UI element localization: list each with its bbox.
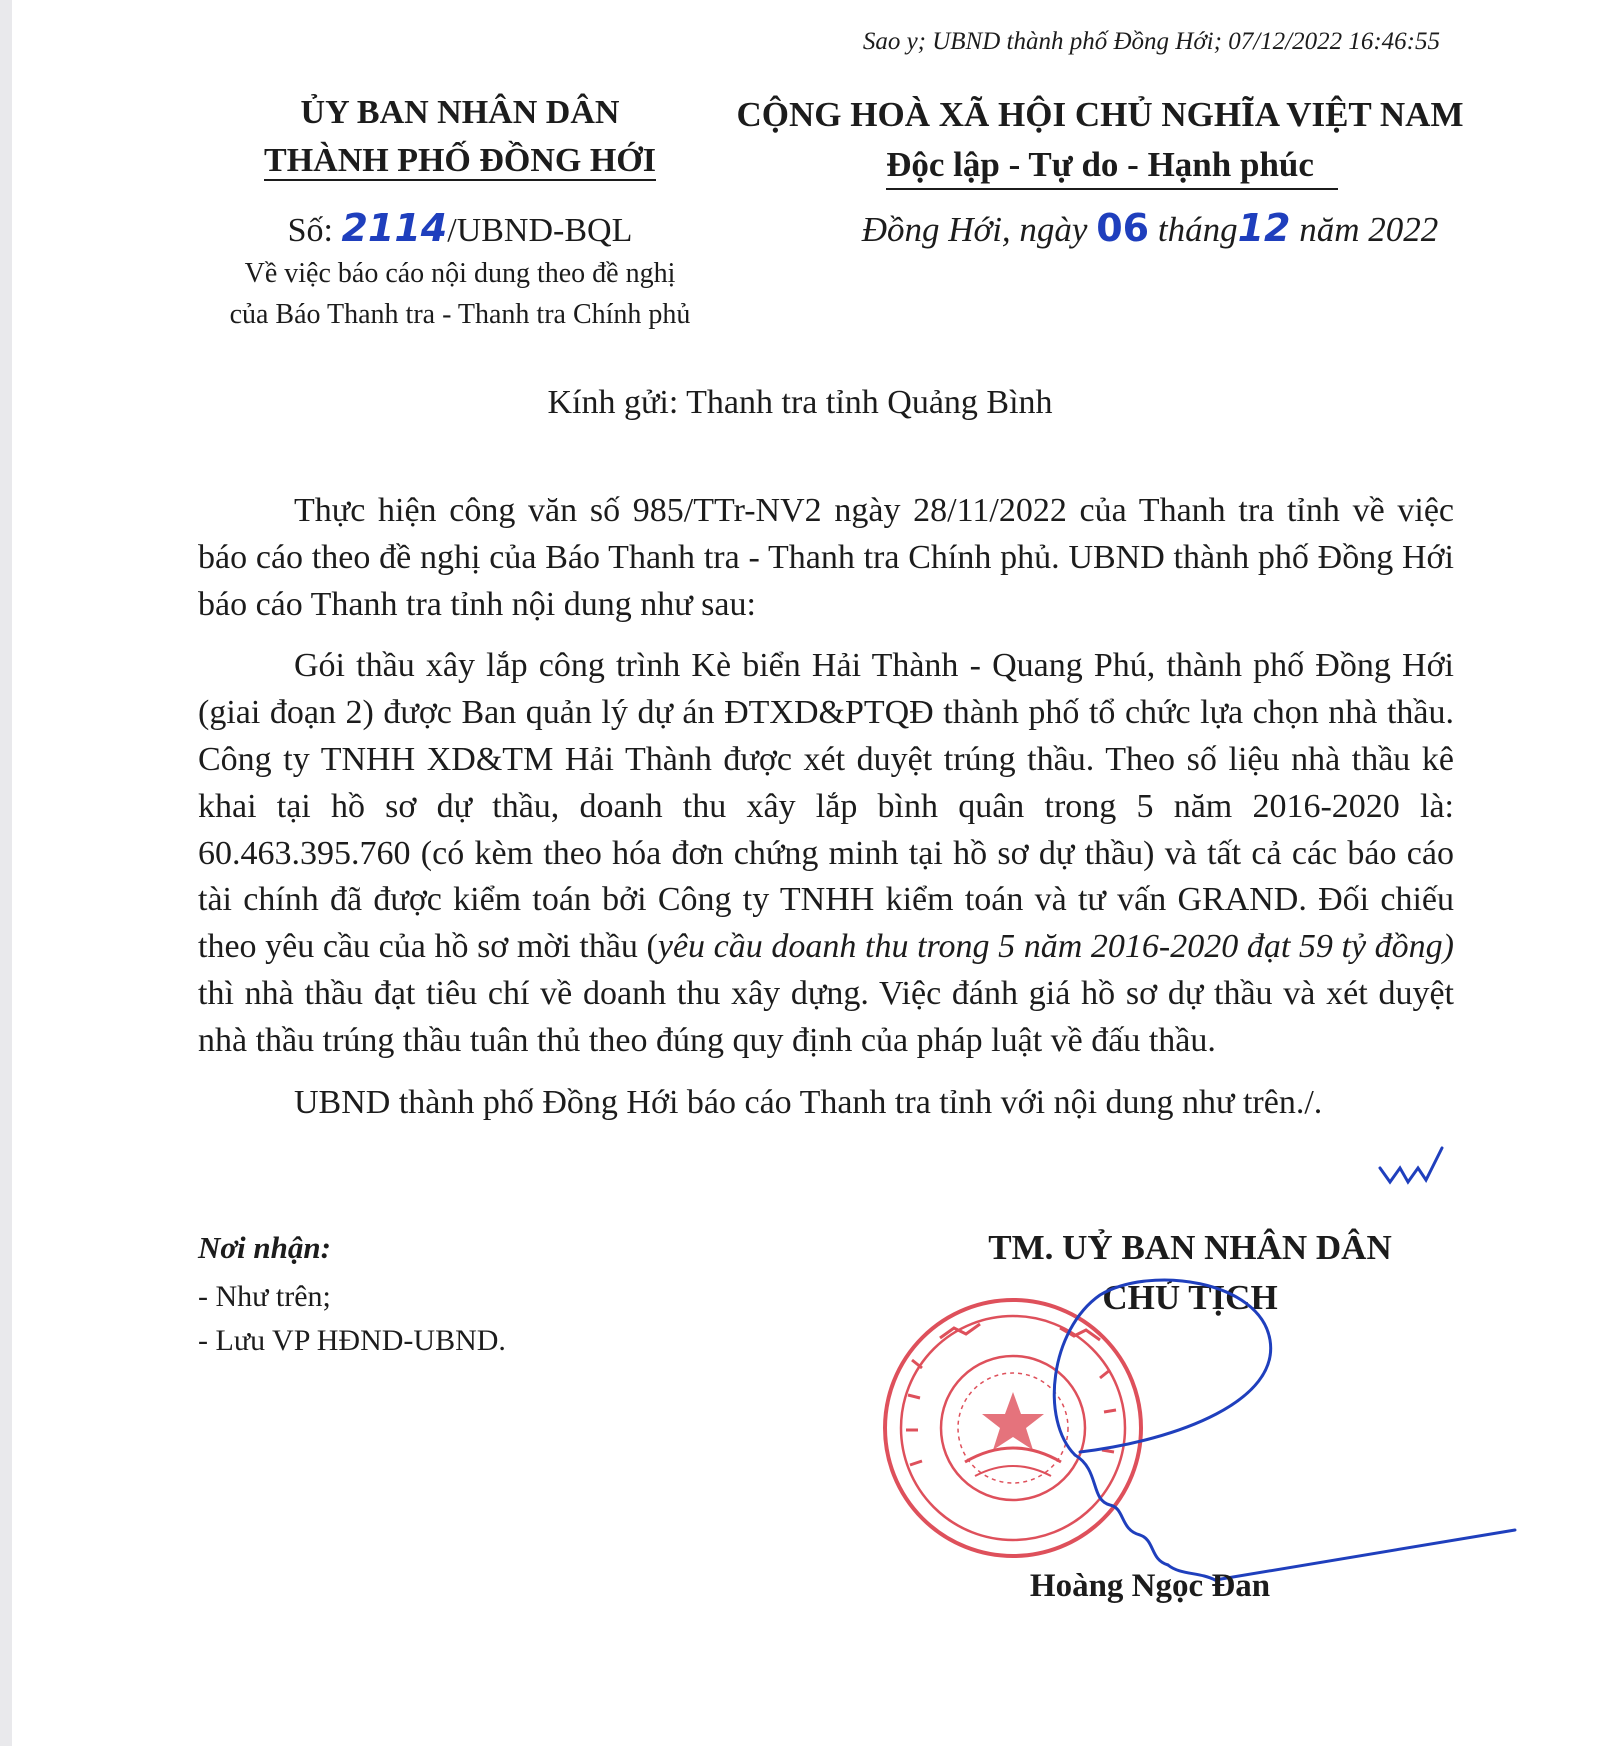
copy-stamp: Sao y; UBND thành phố Đồng Hới; 07/12/2022 16:46:55 (862, 28, 1440, 55)
dateline-day: 06 (1096, 206, 1150, 250)
initials-mark-icon (1380, 1148, 1442, 1182)
docno-prefix: Số: (287, 212, 333, 249)
body-paragraph-2-part1: Gói thầu xây lắp công trình Kè biển Hải Thành - Quang Phú, thành phố Đồng Hới (giai đoạn 2) được Ban quản lý dự án ĐTXD&PTQĐ thành phố tổ chức lựa chọn nhà thầu. Công ty TNHH XD&TM Hải Thành được xét duyệt trúng thầu. Theo số liệu nhà thầu kê khai tại hồ sơ dự thầu, doanh thu xây lắp bình quân trong 5 năm 2016-2020 là: 60.463.395.760 (có kèm theo hóa đơn chứng minh tại hồ sơ dự thầu) và tất cả các báo cáo tài chính đã được kiểm toán bởi Công ty TNHH kiểm toán và tư vấn GRAND. Đối chiếu theo yêu cầu của hồ sơ mời thầu ( (198, 647, 1454, 966)
agency-name-line1: ỦY BAN NHÂN DÂN (300, 94, 620, 131)
national-motto: Độc lập - Tự do - Hạnh phúc (886, 145, 1314, 184)
signer-name: Hoàng Ngọc Đan (1029, 1568, 1271, 1604)
subject-line2: của Báo Thanh tra - Thanh tra Chính phủ (229, 299, 691, 330)
dateline-place: Đồng Hới, ngày (861, 210, 1088, 249)
signature-title-line1: TM. UỶ BAN NHÂN DÂN (988, 1228, 1392, 1267)
docno-suffix: /UBND-BQL (447, 212, 633, 249)
body-paragraph-2-italic: yêu cầu doanh thu trong 5 năm 2016-2020 đạt 59 tỷ đồng) (657, 928, 1454, 966)
receiver-item: - Lưu VP HĐND-UBND. (198, 1324, 506, 1357)
docno-handwritten-number: 2114 (341, 206, 448, 250)
signature-title-line2: CHỦ TỊCH (1102, 1278, 1278, 1317)
dateline-month-label: tháng (1157, 210, 1238, 249)
agency-name-line2: THÀNH PHỐ ĐỒNG HỚI (264, 142, 656, 179)
subject-line1: Về việc báo cáo nội dung theo đề nghị (244, 258, 676, 289)
receiver-item: - Như trên; (198, 1280, 331, 1313)
body-paragraph-3: UBND thành phố Đồng Hới báo cáo Thanh tra tỉnh với nội dung như trên./. (294, 1083, 1323, 1121)
body-paragraph-2-part2: thì nhà thầu đạt tiêu chí về doanh thu xây dựng. Việc đánh giá hồ sơ dự thầu và xét duyệt nhà thầu trúng thầu tuân thủ theo đúng quy định của pháp luật về đấu thầu. (198, 974, 1454, 1059)
recipient-line: Kính gửi: Thanh tra tỉnh Quảng Bình (547, 384, 1053, 421)
body-paragraph-1: Thực hiện công văn số 985/TTr-NV2 ngày 28/11/2022 của Thanh tra tỉnh về việc báo cáo theo đề nghị của Báo Thanh tra - Thanh tra Chính phủ. UBND thành phố Đồng Hới báo cáo Thanh tra tỉnh nội dung như sau: (198, 492, 1454, 623)
dateline-year: năm 2022 (1299, 210, 1439, 249)
official-seal-icon (885, 1300, 1141, 1556)
receivers-heading: Nơi nhận: (198, 1230, 331, 1265)
country-name: CỘNG HOÀ XÃ HỘI CHỦ NGHĨA VIỆT NAM (736, 95, 1464, 134)
signature-icon (1054, 1280, 1515, 1580)
dateline-month: 12 (1237, 206, 1291, 250)
